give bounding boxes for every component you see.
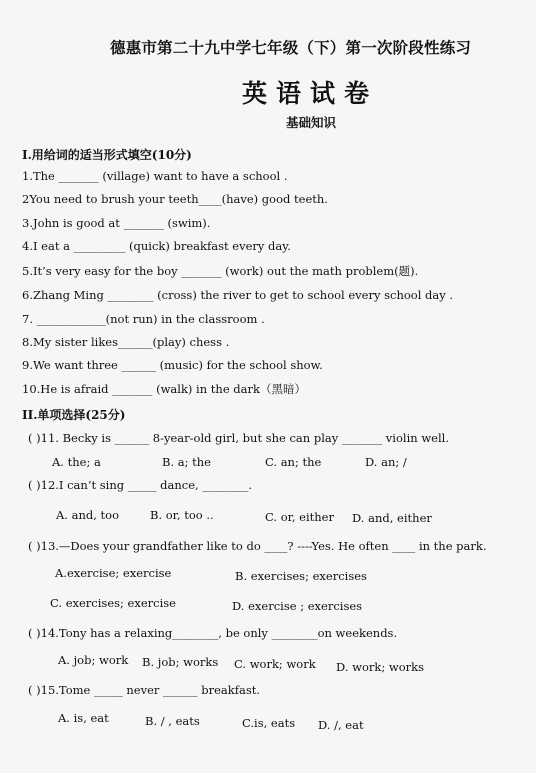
q15-option-a: A. is, eat — [58, 711, 109, 725]
fill-question-6: 6.Zhang Ming ________ (cross) the river to get to school every school day . — [22, 288, 454, 302]
q13-option-a: A.exercise; exercise — [55, 566, 172, 580]
fill-question-9: 9.We want three ______ (music) for the school show. — [22, 358, 323, 372]
q13-option-b: B. exercises; exercises — [235, 569, 367, 583]
q14-option-d: D. work; works — [336, 660, 425, 674]
fill-question-8: 8.My sister likes______(play) chess . — [22, 335, 230, 349]
q11-option-c: C. an; the — [265, 455, 322, 469]
fill-question-10: 10.He is afraid _______ (walk) in the dark（黑暗） — [22, 382, 306, 396]
mc-question-12: ( )12.I can’t sing _____ dance, ________. — [28, 478, 252, 492]
mc-question-13: ( )13.—Does your grandfather like to do ____? ----Yes. He often ____ in the park. — [28, 539, 487, 553]
fill-question-2: 2You need to brush your teeth____(have) good teeth. — [22, 192, 328, 206]
q11-option-a: A. the; a — [52, 455, 101, 469]
q12-option-d: D. and, either — [352, 511, 432, 525]
q12-option-c: C. or, either — [265, 510, 334, 524]
section1-title: I.用给词的适当形式填空(10分) — [22, 148, 192, 162]
fill-question-3: 3.John is good at _______ (swim). — [22, 216, 211, 230]
q14-option-b: B. job; works — [142, 655, 219, 669]
q15-option-c: C.is, eats — [242, 716, 296, 730]
q12-option-a: A. and, too — [56, 508, 120, 522]
q13-option-d: D. exercise ; exercises — [232, 599, 363, 613]
q13-option-c: C. exercises; exercise — [50, 596, 176, 610]
fill-question-5: 5.It’s very easy for the boy _______ (work) out the math problem(题). — [22, 264, 419, 278]
q11-option-b: B. a; the — [162, 455, 211, 469]
q11-option-d: D. an; / — [365, 455, 407, 469]
mc-question-15: ( )15.Tome _____ never ______ breakfast. — [28, 683, 260, 697]
q14-option-c: C. work; work — [234, 657, 316, 671]
q15-option-b: B. / , eats — [145, 714, 200, 728]
fill-question-1: 1.The _______ (village) want to have a school . — [22, 169, 288, 183]
q14-option-a: A. job; work — [58, 653, 129, 667]
fill-question-4: 4.I eat a _________ (quick) breakfast every day. — [22, 239, 291, 253]
subject-title: 英语试卷 — [242, 79, 379, 108]
q15-option-d: D. /, eat — [318, 718, 364, 732]
q12-option-b: B. or, too .. — [150, 508, 214, 522]
mc-question-11: ( )11. Becky is ______ 8-year-old girl, but she can play _______ violin well. — [28, 431, 449, 445]
fill-question-7: 7. ____________(not run) in the classroom . — [22, 312, 265, 326]
school-title: 德惠市第二十九中学七年级（下）第一次阶段性练习 — [110, 38, 472, 57]
part-subtitle: 基础知识 — [286, 115, 337, 130]
mc-question-14: ( )14.Tony has a relaxing________, be only ________on weekends. — [28, 626, 398, 640]
section2-title: II.单项选择(25分) — [22, 408, 126, 422]
